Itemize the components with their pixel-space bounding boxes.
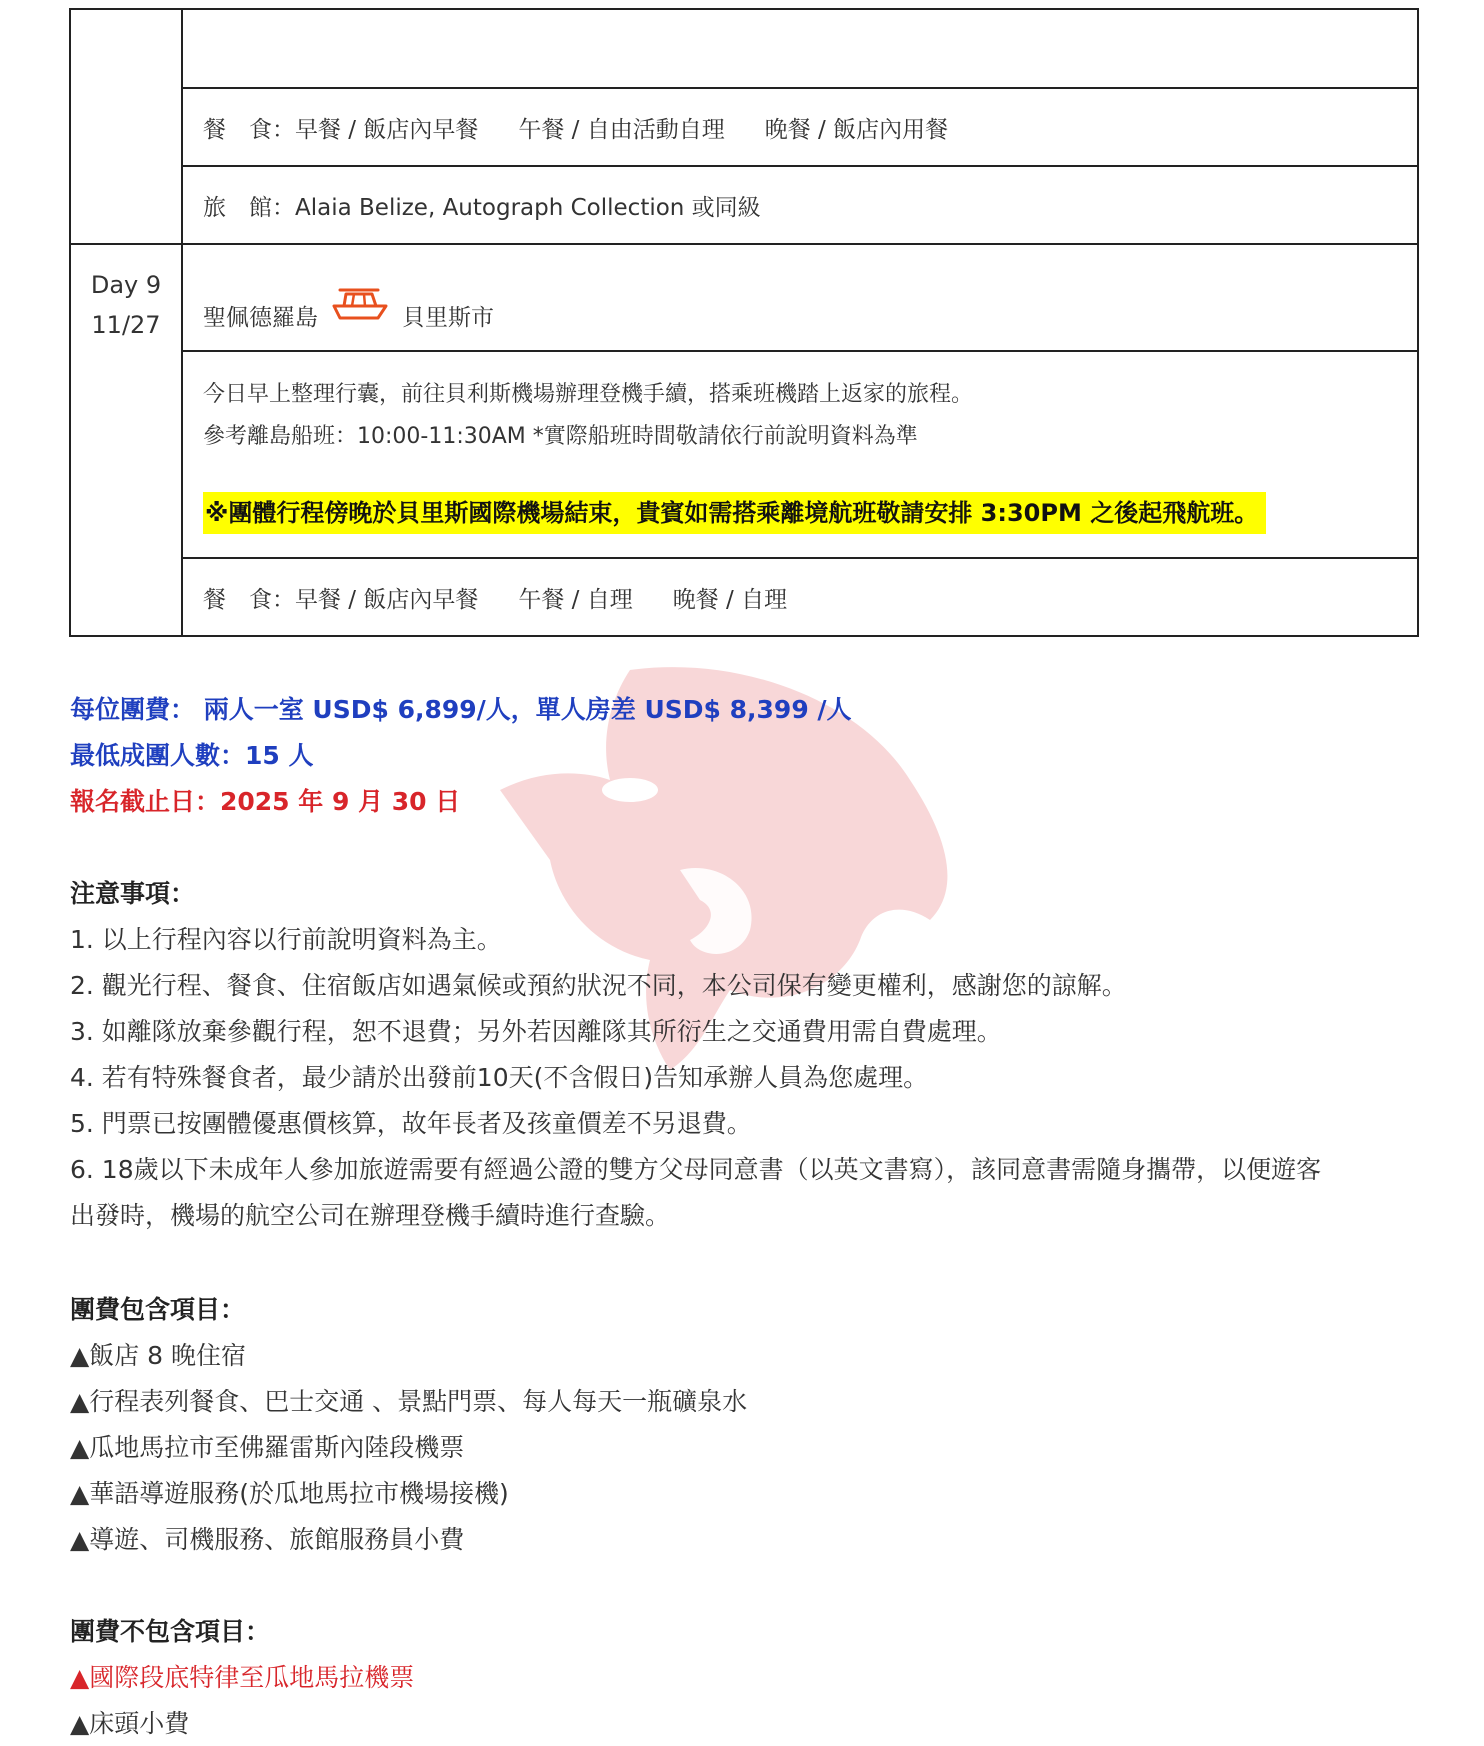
route-from: 聖佩德羅島 [203,305,318,331]
note-item: 2. 觀光行程、餐食、住宿飯店如遇氣候或預約狀況不同，本公司保有變更權利，感謝您的諒解。 [70,971,1127,1000]
included-item: ▲導遊、司機服務、旅館服務員小費 [70,1525,465,1554]
min-group: 最低成團人數：15 人 [70,741,314,770]
lunch: 午餐 / 自理 [518,586,633,613]
dinner: 晚餐 / 自理 [672,586,788,613]
included-item: ▲瓜地馬拉市至佛羅雷斯內陸段機票 [70,1433,465,1462]
included-item: ▲飯店 8 晚住宿 [70,1341,247,1370]
desc-line-1: 今日早上整理行囊，前往貝利斯機場辦理登機手續，搭乘班機踏上返家的旅程。 [203,382,974,407]
route-to: 貝里斯市 [402,305,494,331]
day8-cell [70,9,182,244]
included-item: ▲華語導遊服務(於瓜地馬拉市機場接機) [70,1479,509,1508]
notice-highlight: ※團體行程傍晚於貝里斯國際機場結束，貴賓如需搭乘離境航班敬請安排 3:30PM 之後起飛航班。 [203,492,1266,534]
included-item: ▲行程表列餐食、巴士交通 、景點門票、每人每天一瓶礦泉水 [70,1387,748,1416]
day-date: 11/27 [91,311,161,339]
day9-meals [182,558,1418,636]
excluded-item: ▲國際段底特律至瓜地馬拉機票 [70,1663,415,1692]
note-item: 1. 以上行程內容以行前說明資料為主。 [70,925,502,954]
day-label: Day 9 [90,271,162,299]
day9-description [182,351,1418,558]
note-item: 4. 若有特殊餐食者，最少請於出發前10天(不含假日)告知承辦人員為您處理。 [70,1063,929,1092]
note-item: 5. 門票已按團體優惠價核算，故年長者及孩童價差不另退費。 [70,1109,752,1138]
day9-route [182,244,1418,351]
itinerary-table [69,8,1419,637]
note-item: 3. 如離隊放棄參觀行程，恕不退費；另外若因離隊其所衍生之交通費用需自費處理。 [70,1017,1002,1046]
note-item-continued: 出發時，機場的航空公司在辦理登機手續時進行查驗。 [70,1201,671,1230]
excluded-item: ▲床頭小費 [70,1709,190,1738]
lunch: 午餐 / 自由活動自理 [518,116,725,143]
included-title: 團費包含項目： [70,1295,246,1324]
hotel-label: 旅 館： [203,194,295,221]
dinner: 晚餐 / 飯店內用餐 [764,116,949,143]
desc-line-2: 參考離島船班：10:00-11:30AM *實際船班時間敬請依行前說明資料為準 [203,424,918,449]
day8-meals [182,88,1418,166]
excluded-title: 團費不包含項目： [70,1617,271,1646]
day8-hotel [182,166,1418,244]
day8-spacer [182,9,1418,88]
fee-line: 每位團費： 兩人一室 USD$ 6,899/人，單人房差 USD$ 8,399 /人 [70,695,852,724]
ferry-icon [330,286,390,322]
note-item: 6. 18歲以下未成年人參加旅遊需要有經過公證的雙方父母同意書（以英文書寫），該同意書需隨身攜帶，以便遊客 [70,1155,1322,1184]
breakfast: 早餐 / 飯店內早餐 [295,116,479,143]
day9-cell [70,244,182,636]
meals-label: 餐 食： [203,586,295,613]
breakfast: 早餐 / 飯店內早餐 [295,586,479,613]
meals-label: 餐 食： [203,116,295,143]
notes-title: 注意事項： [70,879,196,908]
deadline: 報名截止日：2025 年 9 月 30 日 [70,787,461,816]
hotel-value: Alaia Belize, Autograph Collection 或同級 [295,194,761,221]
